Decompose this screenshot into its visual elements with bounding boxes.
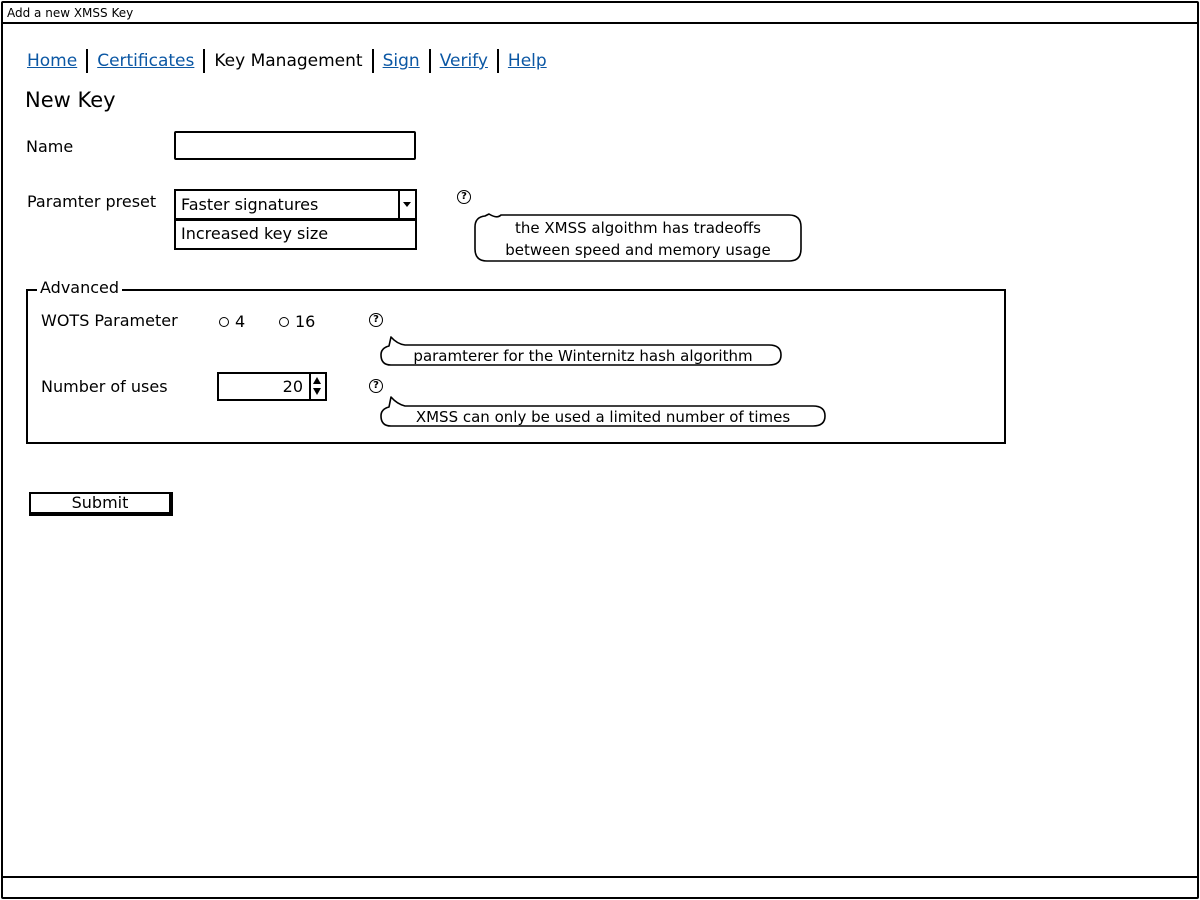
nav-verify-link[interactable]: Verify <box>439 51 488 71</box>
help-circle-icon[interactable]: ? <box>369 313 383 327</box>
preset-option-increased-key-size[interactable]: Increased key size <box>174 220 417 250</box>
preset-select[interactable] <box>174 189 417 220</box>
wots-radio-4-label: 4 <box>235 312 246 331</box>
wots-label: WOTS Parameter <box>41 311 178 330</box>
preset-label: Paramter preset <box>27 192 157 211</box>
uses-tooltip-text: XMSS can only be used a limited number of times <box>415 408 791 426</box>
advanced-legend: Advanced <box>37 278 122 297</box>
uses-value: 20 <box>282 377 303 396</box>
wots-tooltip-text: paramterer for the Winternitz hash algorithm <box>413 347 753 365</box>
status-bar <box>3 876 1197 897</box>
nav-divider <box>497 49 499 73</box>
top-nav <box>25 47 549 75</box>
stepper-arrows[interactable] <box>309 374 325 399</box>
uses-stepper[interactable] <box>217 372 327 401</box>
name-label: Name <box>26 137 74 156</box>
radio-unchecked-icon <box>219 317 229 327</box>
nav-divider <box>372 49 374 73</box>
nav-sign-link[interactable]: Sign <box>382 51 420 71</box>
arrow-up-icon[interactable] <box>313 377 321 384</box>
wots-radio-16-label: 16 <box>295 312 316 331</box>
help-circle-icon[interactable]: ? <box>457 190 471 204</box>
nav-key-management-current: Key Management <box>214 51 363 71</box>
help-circle-icon[interactable]: ? <box>369 379 383 393</box>
arrow-down-icon[interactable] <box>313 388 321 395</box>
preset-selected-value: Faster signatures <box>181 195 319 214</box>
window-title: Add a new XMSS Key <box>3 3 1197 24</box>
nav-divider <box>429 49 431 73</box>
radio-unchecked-icon <box>279 317 289 327</box>
wots-radio-16[interactable] <box>279 312 315 331</box>
app-window <box>1 1 1199 899</box>
nav-divider <box>203 49 205 73</box>
nav-certificates-link[interactable]: Certificates <box>97 51 195 71</box>
nav-home-link[interactable]: Home <box>27 51 78 71</box>
preset-tooltip-line2: between speed and memory usage <box>505 241 771 259</box>
wots-radio-4[interactable] <box>219 312 245 331</box>
main-content <box>3 3 1197 897</box>
uses-label: Number of uses <box>41 377 168 396</box>
nav-divider <box>86 49 88 73</box>
nav-help-link[interactable]: Help <box>507 51 547 71</box>
preset-tooltip-line1: the XMSS algoithm has tradeoffs <box>514 219 761 237</box>
chevron-down-icon[interactable] <box>398 191 415 218</box>
page-title: New Key <box>25 88 116 112</box>
name-input[interactable] <box>174 131 416 160</box>
submit-button[interactable]: Submit <box>29 492 173 516</box>
